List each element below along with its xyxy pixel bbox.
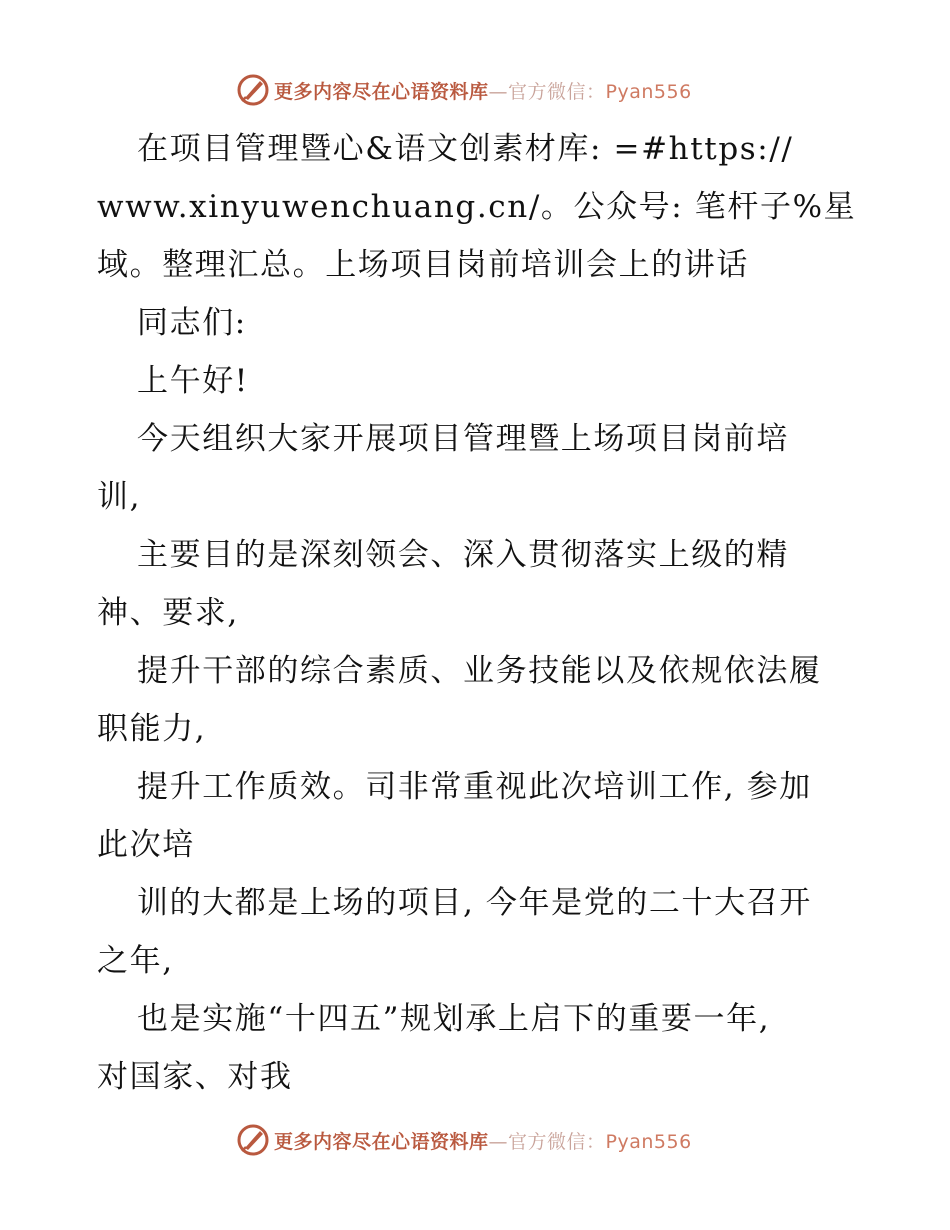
banner-wechat-label: 官方微信： (508, 1130, 606, 1153)
banner-separator: — (488, 1130, 509, 1153)
banner-main: 更多内容尽在心语资料库 (274, 1130, 489, 1153)
banner-text (274, 77, 692, 104)
body-line: 域。整理汇总。上场项目岗前培训会上的讲话 (97, 247, 749, 283)
body-line: 训, (97, 479, 142, 515)
banner-handle: Pyan556 (605, 1130, 692, 1153)
banner-wechat-label: 官方微信： (508, 80, 606, 103)
footer-banner (236, 1122, 692, 1158)
banner-main: 更多内容尽在心语资料库 (274, 80, 489, 103)
body-line: 上午好! (137, 363, 249, 399)
banner-handle: Pyan556 (605, 80, 692, 103)
body-line: 神、要求, (97, 595, 239, 631)
body-line: www.xinyuwenchuang.cn/。公众号: 笔杆子%星 (97, 189, 857, 225)
body-line: 职能力, (97, 711, 207, 747)
body-line: 今天组织大家开展项目管理暨上场项目岗前培 (137, 421, 789, 457)
body-line: 此次培 (97, 827, 195, 863)
quill-pen-icon (236, 73, 270, 107)
body-line: 在项目管理暨心&语文创素材库: =#https:// (137, 131, 794, 167)
body-line: 提升工作质效。司非常重视此次培训工作, 参加 (137, 769, 812, 805)
body-line: 也是实施“十四五”规划承上启下的重要一年, (137, 1001, 771, 1037)
header-banner (236, 72, 692, 108)
banner-separator: — (488, 80, 509, 103)
body-line: 对国家、对我 (97, 1059, 293, 1095)
body-line: 提升干部的综合素质、业务技能以及依规依法履 (137, 653, 822, 689)
banner-text (274, 1127, 692, 1154)
document-body (97, 120, 857, 1106)
body-line: 训的大都是上场的项目, 今年是党的二十大召开 (137, 885, 812, 921)
body-line: 主要目的是深刻领会、深入贯彻落实上级的精 (137, 537, 789, 573)
body-line: 之年, (97, 943, 174, 979)
body-line: 同志们: (137, 305, 247, 341)
quill-pen-icon (236, 1123, 270, 1157)
